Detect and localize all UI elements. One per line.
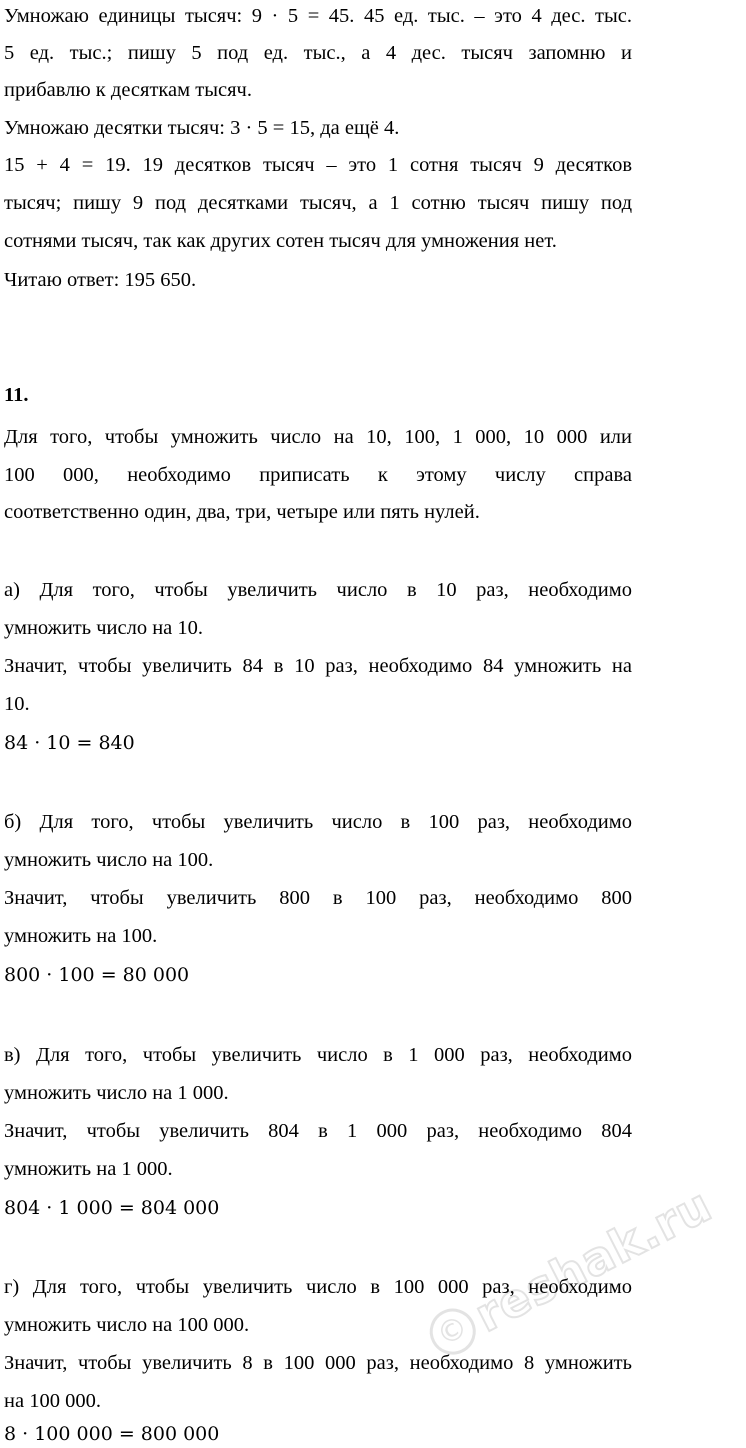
part-c-line-1: в) Для того, чтобы увеличить число в 1 000 раз, необходимо <box>4 1044 632 1066</box>
intro-line-5: 15 + 4 = 19. 19 десятков тысяч – это 1 сотня тысяч 9 десятков <box>4 154 632 176</box>
part-c-line-3: Значит, чтобы увеличить 804 в 1 000 раз, необходимо 804 <box>4 1120 632 1142</box>
part-b-equation: 800 · 100 = 80 000 <box>4 964 190 986</box>
part-d-line-3: Значит, чтобы увеличить 8 в 100 000 раз, необходимо 8 умножить <box>4 1352 632 1374</box>
part-d-line-2: умножить число на 100 000. <box>4 1314 250 1336</box>
part-d-line-4: на 100 000. <box>4 1390 101 1412</box>
part-a-line-3: Значит, чтобы увеличить 84 в 10 раз, необходимо 84 умножить на <box>4 655 632 677</box>
intro-answer: Читаю ответ: 195 650. <box>4 269 197 291</box>
copyright-icon: © <box>422 1301 484 1363</box>
part-b-line-3: Значит, чтобы увеличить 800 в 100 раз, необходимо 800 <box>4 887 632 909</box>
part-d-line-1: г) Для того, чтобы увеличить число в 100 000 раз, необходимо <box>4 1276 632 1298</box>
part-a-line-4: 10. <box>4 693 30 715</box>
watermark-text: reshak.ru <box>466 1177 721 1343</box>
part-a-equation: 84 · 10 = 840 <box>4 732 135 754</box>
intro-line-4: Умножаю десятки тысяч: 3 · 5 = 15, да ещё 4. <box>4 117 400 139</box>
rule-line-3: соответственно один, два, три, четыре или пять нулей. <box>4 501 480 523</box>
part-d-equation: 8 · 100 000 = 800 000 <box>4 1423 220 1445</box>
intro-line-6: тысяч; пишу 9 под десятками тысяч, а 1 сотню тысяч пишу под <box>4 192 632 214</box>
part-a-line-1: а) Для того, чтобы увеличить число в 10 раз, необходимо <box>4 579 632 601</box>
task-number: 11. <box>4 384 29 406</box>
part-c-equation: 804 · 1 000 = 804 000 <box>4 1197 220 1219</box>
intro-line-1: Умножаю единицы тысяч: 9 · 5 = 45. 45 ед. тыс. – это 4 дес. тыс. <box>4 5 632 27</box>
intro-line-7: сотнями тысяч, так как других сотен тысяч для умножения нет. <box>4 230 557 252</box>
part-b-line-4: умножить на 100. <box>4 925 158 947</box>
part-a-line-2: умножить число на 10. <box>4 617 204 639</box>
rule-line-2: 100 000, необходимо приписать к этому числу справа <box>4 464 632 486</box>
rule-line-1: Для того, чтобы умножить число на 10, 100, 1 000, 10 000 или <box>4 426 632 448</box>
intro-line-3: прибавлю к десяткам тысяч. <box>4 79 252 101</box>
part-b-line-1: б) Для того, чтобы увеличить число в 100 раз, необходимо <box>4 811 632 833</box>
part-b-line-2: умножить число на 100. <box>4 849 214 871</box>
intro-line-2: 5 ед. тыс.; пишу 5 под ед. тыс., а 4 дес. тысяч запомню и <box>4 42 632 64</box>
part-c-line-4: умножить на 1 000. <box>4 1158 173 1180</box>
part-c-line-2: умножить число на 1 000. <box>4 1082 229 1104</box>
